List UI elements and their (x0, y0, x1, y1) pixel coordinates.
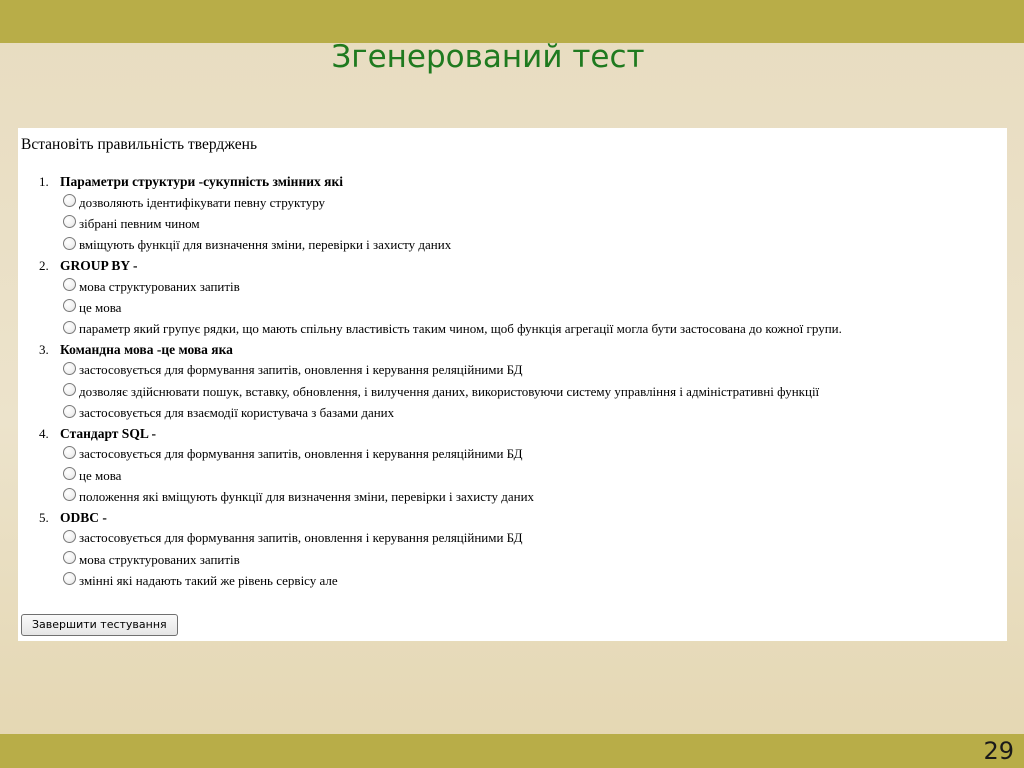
question-4 (18, 424, 842, 508)
page-number: 29 (983, 737, 1014, 765)
radio-button[interactable] (63, 467, 76, 480)
radio-button[interactable] (63, 383, 76, 396)
question-text: Параметри структури -сукупність змінних які (60, 174, 343, 189)
answer-options (60, 276, 842, 340)
question-text: Командна мова -це мова яка (60, 341, 233, 357)
answer-option[interactable] (63, 486, 842, 507)
answer-option-label: положення які вміщують функції для визначення зміни, перевірки і захисту даних (79, 488, 535, 504)
radio-button[interactable] (63, 194, 76, 207)
radio-button[interactable] (63, 405, 76, 418)
answer-option-label: параметр який групує рядки, що мають спільну властивість таким чином, щоб функція агрегації могла бути застосована до кожної групи. (79, 321, 842, 337)
answer-option-label: застосовується для формування запитів, оновлення і керування реляційними БД (79, 530, 523, 546)
answer-option-label: мова структурованих запитів (79, 278, 240, 294)
answer-option[interactable] (63, 402, 842, 423)
answer-option-label: застосовується для формування запитів, оновлення і керування реляційними БД (79, 362, 523, 378)
answer-option-label: дозволяє здійснювати пошук, вставку, обновлення, і вилучення даних, використовуючи систему управління і адміністративні функції (79, 383, 820, 399)
answer-options (60, 360, 842, 424)
form-heading: Встановіть правильність тверджень (21, 136, 258, 153)
answer-option-label: зібрані певним чином (79, 215, 200, 231)
question-number: 5. (39, 509, 49, 525)
answer-options (60, 444, 842, 508)
answer-option[interactable] (63, 549, 842, 570)
answer-option-label: мова структурованих запитів (79, 551, 240, 567)
answer-option-label: змінні які надають такий же рівень сервісу але (79, 572, 338, 588)
answer-option[interactable] (63, 465, 842, 486)
question-5 (18, 508, 842, 592)
radio-button[interactable] (63, 530, 76, 543)
radio-button[interactable] (63, 215, 76, 228)
question-list (18, 172, 842, 591)
answer-option[interactable] (63, 192, 842, 213)
answer-option[interactable] (63, 213, 842, 234)
answer-option-label: застосовується для формування запитів, оновлення і керування реляційними БД (79, 446, 523, 462)
answer-option[interactable] (63, 297, 842, 318)
question-number: 3. (39, 341, 49, 357)
answer-option[interactable] (63, 235, 842, 256)
answer-option-label: дозволяють ідентифікувати певну структуру (79, 194, 326, 210)
radio-button[interactable] (63, 572, 76, 585)
answer-options (60, 528, 842, 592)
question-3 (18, 340, 842, 424)
answer-option[interactable] (63, 360, 842, 381)
answer-option-label: це мова (79, 299, 122, 315)
question-2 (18, 256, 842, 340)
finish-test-button[interactable]: Завершити тестування (21, 614, 178, 636)
radio-button[interactable] (63, 362, 76, 375)
answer-option[interactable] (63, 570, 842, 591)
radio-button[interactable] (63, 446, 76, 459)
slide-title: Згенерований тест (331, 39, 645, 75)
test-form-panel (18, 128, 1007, 641)
radio-button[interactable] (63, 488, 76, 501)
question-text: Стандарт SQL - (60, 425, 156, 441)
answer-option[interactable] (63, 276, 842, 297)
answer-option-label: застосовується для взаємодії користувача з базами даних (79, 405, 395, 421)
answer-option-label: вміщують функції для визначення зміни, перевірки і захисту даних (79, 237, 452, 253)
radio-button[interactable] (63, 321, 76, 334)
question-text: GROUP BY - (60, 257, 138, 273)
answer-option[interactable] (63, 381, 842, 402)
answer-option[interactable] (63, 444, 842, 465)
answer-option[interactable] (63, 318, 842, 339)
radio-button[interactable] (63, 278, 76, 291)
radio-button[interactable] (63, 237, 76, 250)
question-text: ODBC - (60, 509, 107, 525)
radio-button[interactable] (63, 299, 76, 312)
answer-option-label: це мова (79, 467, 122, 483)
answer-option[interactable] (63, 528, 842, 549)
question-1 (18, 172, 842, 256)
radio-button[interactable] (63, 551, 76, 564)
bottom-decorative-bar (0, 734, 1024, 768)
answer-options (60, 192, 842, 256)
question-number: 4. (39, 425, 49, 441)
question-number: 2. (39, 257, 49, 273)
question-number: 1. (39, 174, 49, 189)
